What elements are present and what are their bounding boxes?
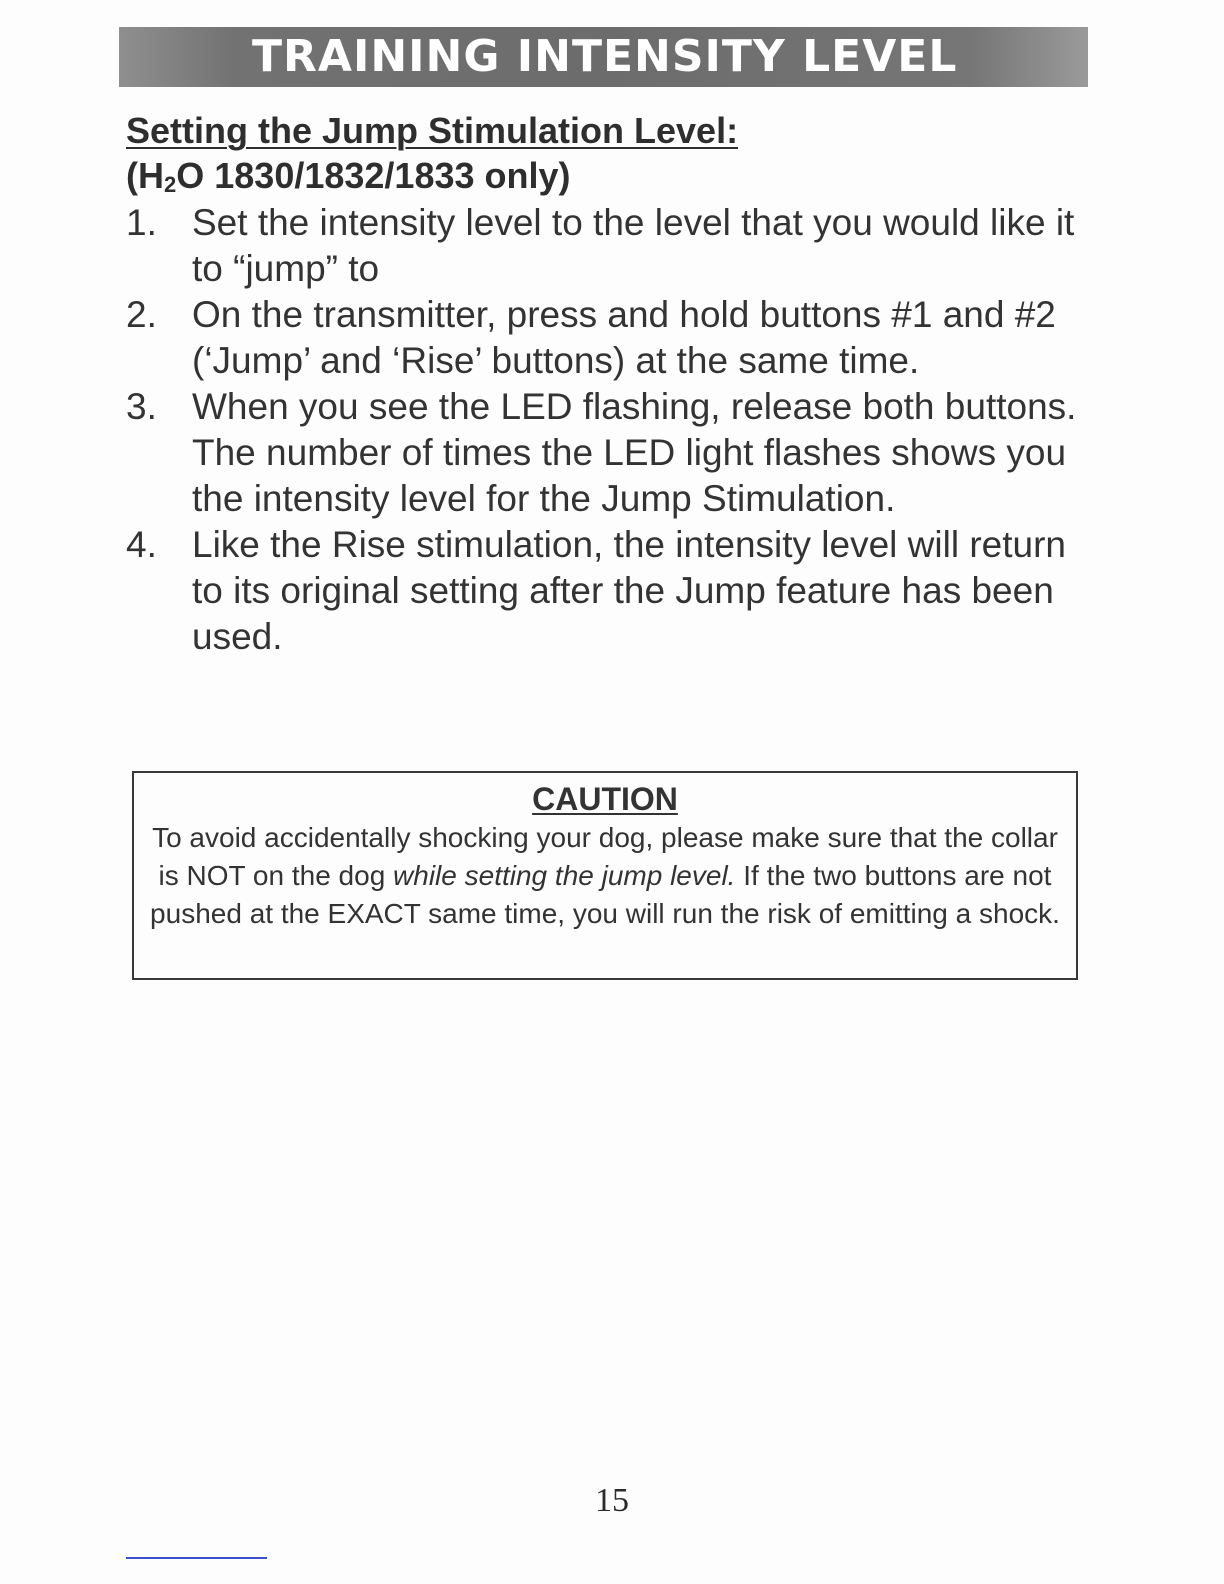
section-banner (119, 27, 1088, 87)
step-text: On the transmitter, press and hold buttons #1 and #2 (‘Jump’ and ‘Rise’ buttons) at the same time. (192, 294, 1056, 381)
model-applicability (126, 155, 571, 198)
model-prefix: (H (126, 155, 164, 196)
step-number: 2. (126, 294, 157, 335)
caution-text-before: To avoid accidentally shocking your dog, please make sure that the collar is NOT on the dog (152, 822, 1058, 891)
footer-rule (126, 1557, 267, 1559)
banner-title: TRAINING INTENSITY LEVEL (252, 31, 958, 82)
step-text: When you see the LED flashing, release both buttons. The number of times the LED light flashes shows you the intensity level for the Jump Stimulation. (192, 386, 1077, 519)
section-title: Setting the Jump Stimulation Level: (126, 110, 739, 151)
caution-text-after: If the two buttons are not pushed at the EXACT same time, you will run the risk of emitting a shock. (150, 860, 1060, 929)
model-subscript: 2 (164, 172, 177, 197)
model-suffix: O 1830/1832/1833 only) (176, 155, 571, 196)
step-number: 1. (126, 202, 157, 243)
step-3 (126, 384, 1096, 522)
caution-emphasis: while setting the jump level. (393, 860, 736, 891)
caution-text (140, 819, 1070, 933)
step-text: Like the Rise stimulation, the intensity level will return to its original setting after the Jump feature has been used. (192, 524, 1066, 657)
instruction-steps (126, 200, 1096, 660)
caution-box (132, 771, 1078, 980)
step-1 (126, 200, 1096, 292)
step-4 (126, 522, 1096, 660)
step-number: 3. (126, 386, 157, 427)
page-number: 15 (595, 1482, 629, 1519)
step-text: Set the intensity level to the level that you would like it to “jump” to (192, 202, 1075, 289)
step-number: 4. (126, 524, 157, 565)
caution-title: CAUTION (532, 781, 678, 817)
step-2 (126, 292, 1096, 384)
